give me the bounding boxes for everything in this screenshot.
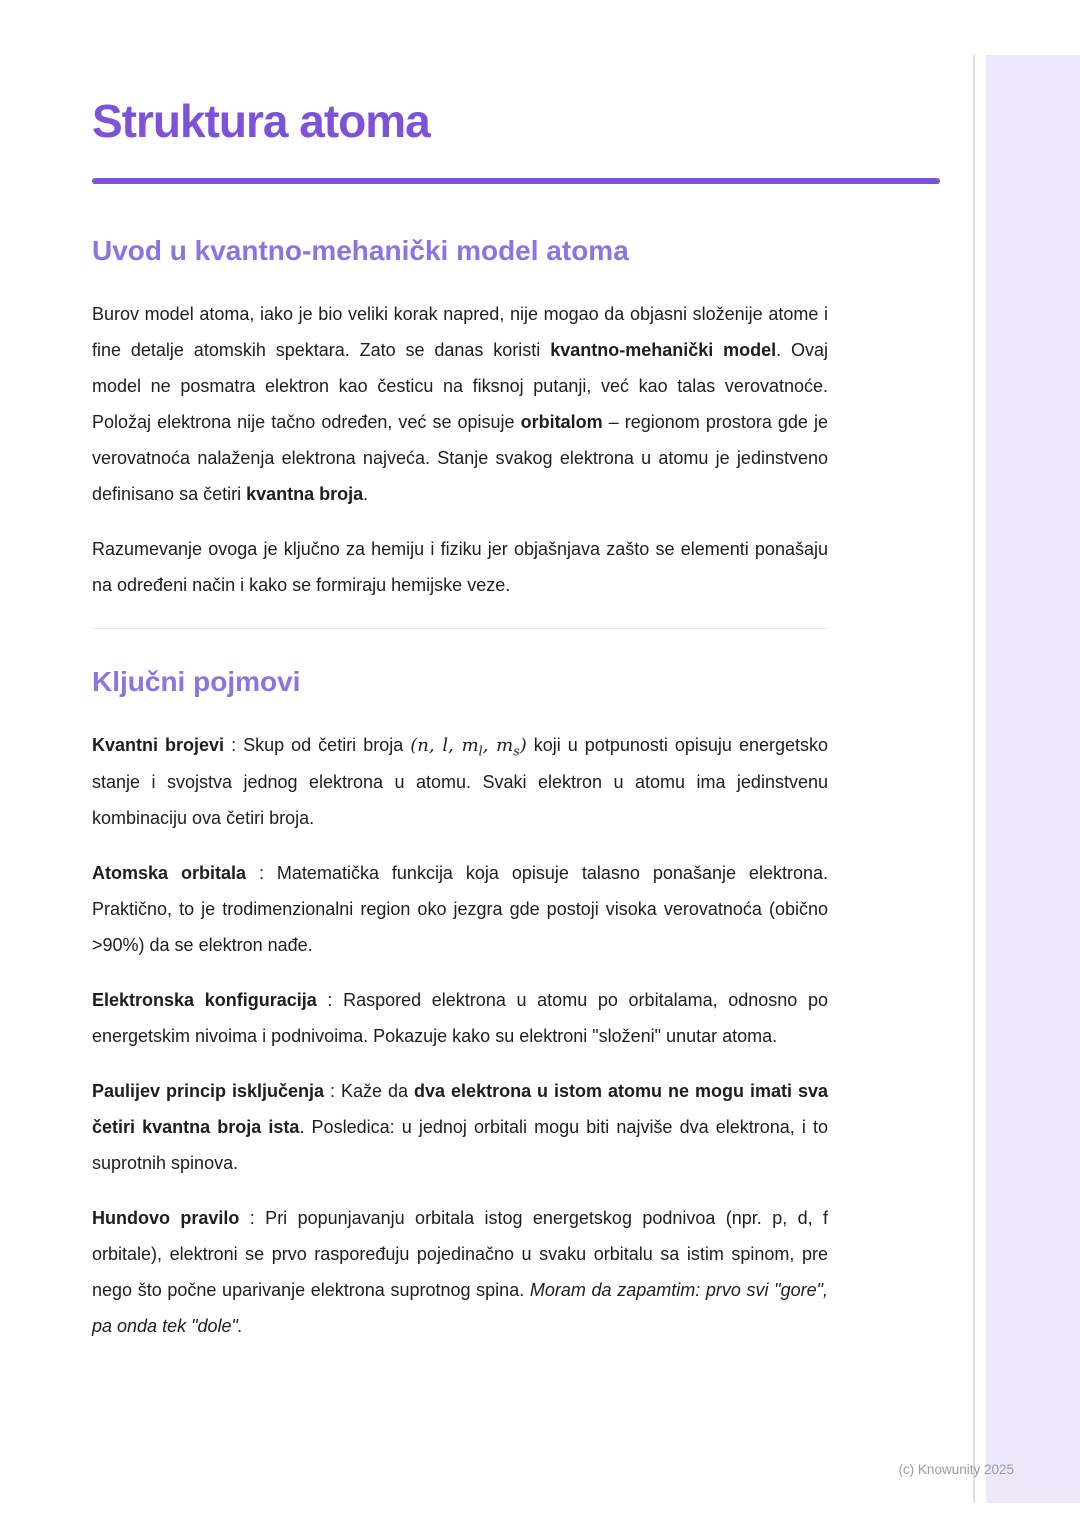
text-run: orbitalom bbox=[520, 411, 603, 432]
text-run: . Posledica: u jednoj orbitali mogu biti najviše dva elektrona, i to suprotnih spinova. bbox=[92, 1116, 828, 1173]
text-run: Hundovo pravilo bbox=[92, 1207, 240, 1228]
paragraph bbox=[92, 531, 828, 603]
paragraph bbox=[92, 982, 828, 1054]
copyright-notice: (c) Knowunity 2025 bbox=[898, 1462, 1014, 1477]
page-title: Struktura atoma bbox=[92, 95, 430, 147]
paragraph bbox=[92, 1200, 828, 1344]
section-divider bbox=[92, 628, 828, 629]
text-run: (n, l, m bbox=[410, 734, 479, 756]
text-run: : Pri popunjavanju orbitala istog energetskog podnivoa (npr. p, d, f orbitale), elektroni se prvo raspoređuju pojedinačno u svaku orbitalu sa istim spinom, pre nego što počne uparivanje elektrona suprotnog spina. bbox=[92, 1207, 828, 1300]
document-content bbox=[92, 0, 828, 1363]
section-key-terms-paragraphs bbox=[92, 727, 828, 1344]
text-run: Kvantni brojevi bbox=[92, 734, 225, 755]
paragraph bbox=[92, 296, 828, 512]
section-heading-intro: Uvod u kvantno-mehanički model atoma bbox=[92, 234, 629, 266]
text-run: , m bbox=[482, 734, 514, 756]
right-accent-strip bbox=[986, 55, 1080, 1503]
text-run: Razumevanje ovoga je ključno za hemiju i fiziku jer objašnjava zašto se elementi ponašaju na određeni način i kako se formiraju hemijske veze. bbox=[92, 538, 828, 595]
right-divider-line bbox=[973, 55, 975, 1503]
text-run: s bbox=[513, 743, 520, 759]
text-run: – regionom prostora gde je verovatnoća nalaženja elektrona najveća. Stanje svakog elektrona u atomu je jedinstveno definisano sa četiri bbox=[92, 411, 828, 504]
section-intro bbox=[92, 234, 828, 603]
paragraph bbox=[92, 727, 828, 836]
text-run: Moram da zapamtim: prvo svi "gore", pa onda tek "dole". bbox=[92, 1279, 828, 1336]
text-run: : Matematička funkcija koja opisuje talasno ponašanje elektrona. Praktično, to je trodimenzionalni region oko jezgra gde postoji visoka verovatnoća (obično >90%) da se elektron nađe. bbox=[92, 862, 828, 955]
text-run: : Skup od četiri broja bbox=[224, 734, 411, 755]
title-underline bbox=[92, 178, 940, 184]
section-intro-paragraphs bbox=[92, 296, 828, 603]
text-run: Elektronska konfiguracija bbox=[92, 989, 317, 1010]
text-run: ) bbox=[519, 734, 527, 756]
text-run: l bbox=[478, 743, 483, 759]
text-run: dva elektrona u istom atomu ne mogu imati sva četiri kvantna broja ista bbox=[92, 1080, 828, 1137]
text-run: Burov model atoma, iako je bio veliki korak napred, nije mogao da objasni složenije atome i fine detalje atomskih spektara. Zato se danas koristi bbox=[92, 303, 828, 360]
text-run: : Raspored elektrona u atomu po orbitalama, odnosno po energetskim nivoima i podnivoima. Pokazuje kako su elektroni "složeni" unutar atoma. bbox=[92, 989, 829, 1046]
text-run: : Kaže da bbox=[324, 1080, 415, 1101]
text-run: koji u potpunosti opisuju energetsko stanje i svojstva jednog elektrona u atomu. Svaki elektron u atomu ima jedinstvenu kombinaciju ova četiri broja. bbox=[92, 734, 829, 828]
text-run: . Ovaj model ne posmatra elektron kao česticu na fiksnoj putanji, već kao talas verovatnoće. Položaj elektrona nije tačno određen, već se opisuje bbox=[92, 339, 829, 432]
section-key-terms bbox=[92, 665, 828, 1344]
text-run: . bbox=[363, 483, 369, 504]
text-run: kvantna broja bbox=[246, 483, 364, 504]
text-run: Paulijev princip isključenja bbox=[92, 1080, 325, 1101]
text-run: kvantno-mehanički model bbox=[550, 339, 777, 360]
section-heading-key-terms: Ključni pojmovi bbox=[92, 665, 301, 697]
paragraph bbox=[92, 1073, 828, 1181]
paragraph bbox=[92, 855, 828, 963]
text-run: Atomska orbitala bbox=[92, 862, 246, 883]
